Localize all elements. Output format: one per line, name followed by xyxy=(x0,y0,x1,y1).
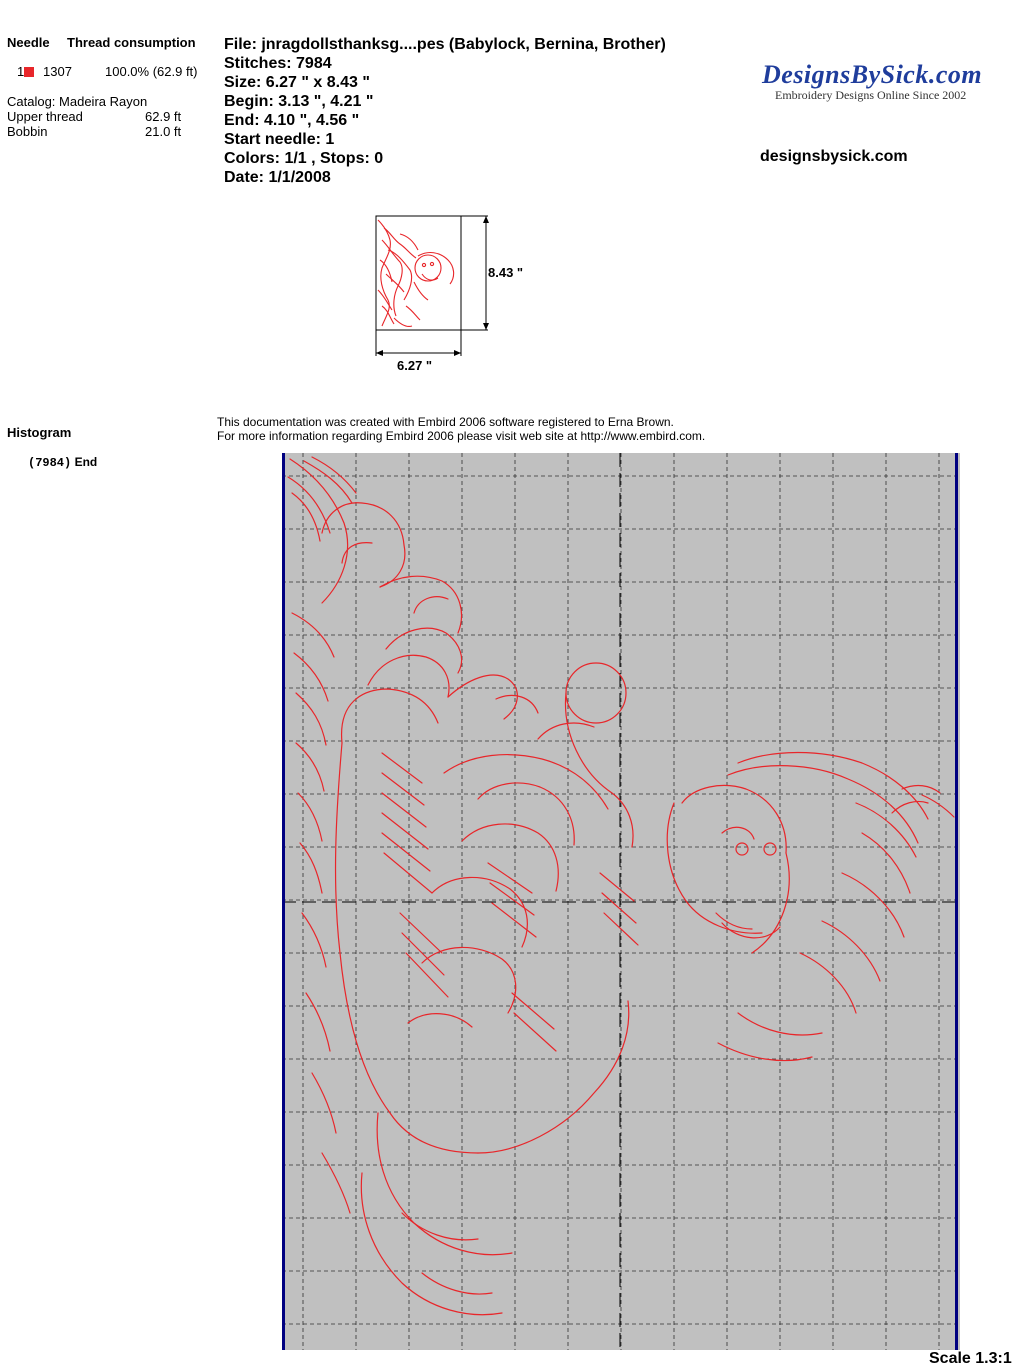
brand-url: designsbysick.com xyxy=(760,148,908,165)
begin-coords: Begin: 3.13 ", 4.21 " xyxy=(224,93,374,110)
start-needle: Start needle: 1 xyxy=(224,131,335,148)
thread-code: 1307 xyxy=(43,64,72,79)
width-dimension-label: 6.27 " xyxy=(397,358,433,373)
histogram-count: (7984) xyxy=(28,456,72,470)
bobbin-value: 21.0 ft xyxy=(145,124,182,139)
file-name: File: jnragdollsthanksg....pes (Babylock, Bernina, Brother) xyxy=(224,36,666,53)
end-coords: End: 4.10 ", 4.56 " xyxy=(224,112,360,129)
software-note-line2: For more information regarding Embird 2006 please visit web site at http://www.embird.com. xyxy=(217,429,706,443)
upper-thread-value: 62.9 ft xyxy=(145,109,182,124)
stitch-count: Stitches: 7984 xyxy=(224,55,332,72)
frame-left xyxy=(282,453,285,1350)
histogram-label: End xyxy=(74,455,98,469)
catalog-label: Catalog: Madeira Rayon xyxy=(7,94,148,109)
histogram-title: Histogram xyxy=(7,425,72,440)
design-thumbnail xyxy=(370,210,540,375)
brand-logo: DesignsBySick.com xyxy=(762,60,983,89)
thread-consumption-header: Thread consumption xyxy=(67,35,196,50)
thread-color-swatch xyxy=(24,67,34,77)
histogram-entry xyxy=(28,455,97,470)
design-date: Date: 1/1/2008 xyxy=(224,169,331,186)
needle-number: 1 xyxy=(17,64,25,79)
thread-consumption-value: 100.0% (62.9 ft) xyxy=(105,64,198,79)
frame-right xyxy=(955,453,958,1350)
design-size: Size: 6.27 " x 8.43 " xyxy=(224,74,370,91)
needle-header: Needle xyxy=(7,35,50,50)
bobbin-label: Bobbin xyxy=(7,124,48,139)
scale-label: Scale 1.3:1 xyxy=(929,1350,1012,1367)
brand-tagline: Embroidery Designs Online Since 2002 xyxy=(775,88,967,102)
thread-row xyxy=(17,64,34,79)
height-dimension-label: 8.43 " xyxy=(488,265,524,280)
design-canvas xyxy=(282,453,960,1350)
upper-thread-label: Upper thread xyxy=(7,109,83,124)
colors-stops: Colors: 1/1 , Stops: 0 xyxy=(224,150,384,167)
software-note-line1: This documentation was created with Embird 2006 software registered to Erna Brown. xyxy=(217,415,674,429)
